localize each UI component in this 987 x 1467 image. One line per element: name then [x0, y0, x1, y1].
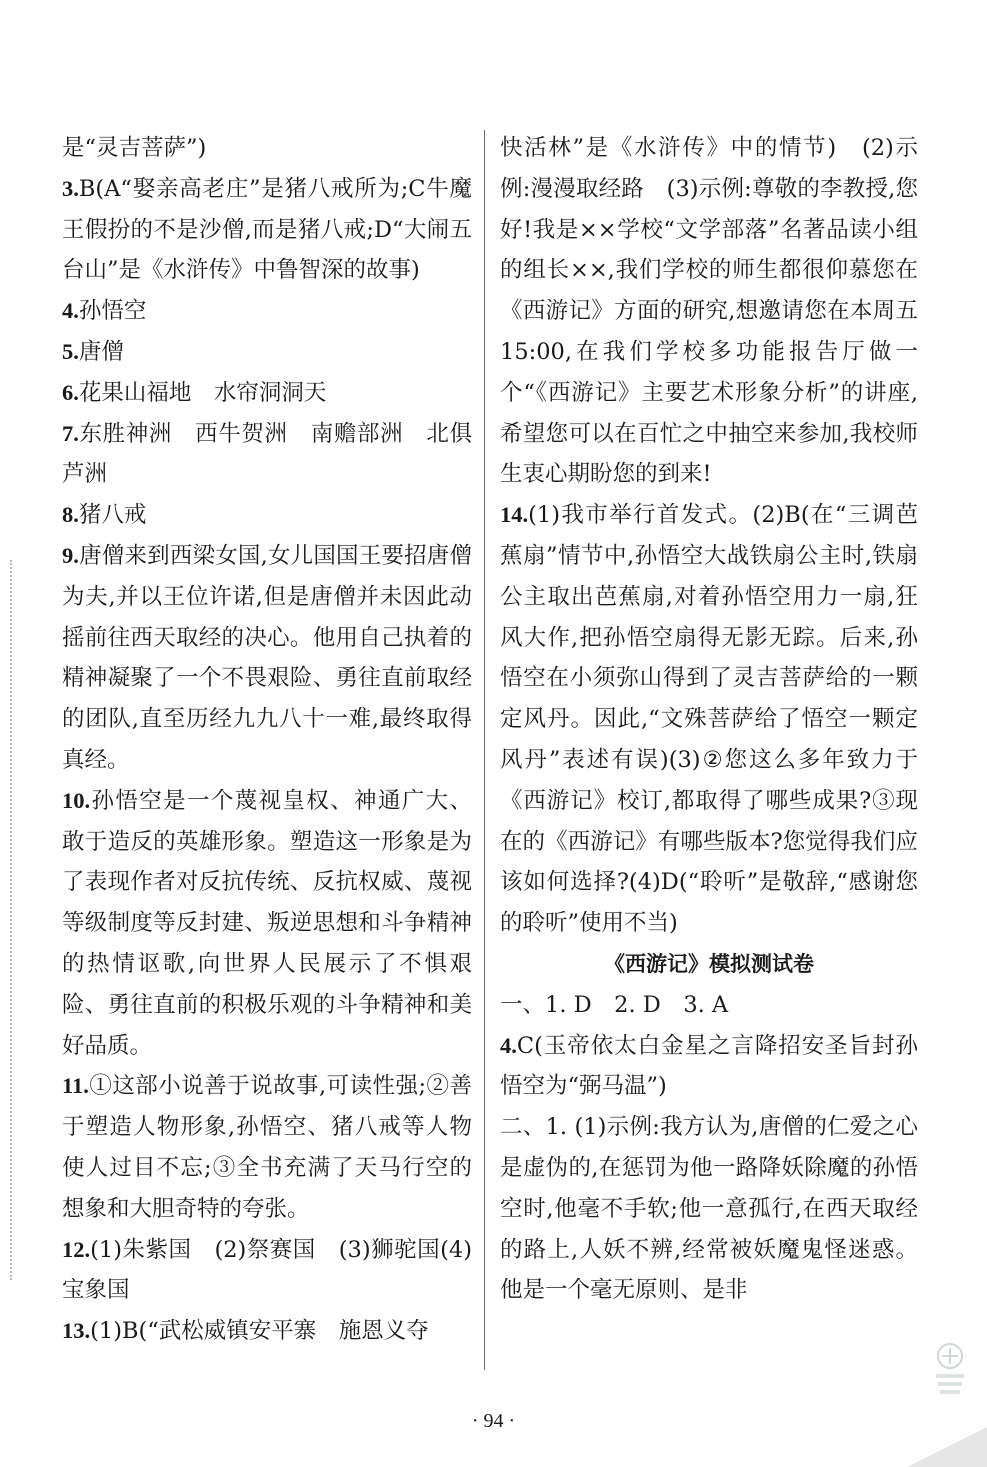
answer-13-continuation: 快活林”是《水浒传》中的情节) (2)示例:漫漫取经路 (3)示例:尊敬的李教授,您好!我是××学校“文学部落”名著品读小组的组长××,我们学校的师生都很仰慕您在《西游记》方面的研究,想邀请您在本周五15:00,在我们学校多功能报告厅做一个“《西游记》主要艺术形象分析”的讲座,希望您可以在百忙之中抽空来参加,我校师生衷心期盼您的到来! [500, 135, 918, 488]
answer-8: 8.猪八戒 [62, 502, 147, 529]
section-answer-part1: 一、1. D 2. D 3. A [500, 991, 729, 1018]
binding-edge-dots [10, 560, 12, 1280]
answer-13: 13.(1)B(“武松威镇安平寨 施恩义夺 [62, 1318, 429, 1345]
answer-14: 14.(1)我市举行首发式。(2)B(在“三调芭蕉扇”情节中,孙悟空大战铁扇公主时,铁扇公主取出芭蕉扇,对着孙悟空用力一扇,狂风大作,把孙悟空扇得无影无踪。后来,孙悟空在小须弥山得到了灵吉菩萨给的一颗定风丹。因此,“文殊菩萨给了悟空一颗定风丹”表述有误)(3)②您这么多年致力于《西游记》校订,都取得了哪些成果?③现在的《西游记》有哪些版本?您觉得我们应该如何选择?(4)D(“聆听”是敬辞,“感谢您的聆听”使用不当) [500, 502, 918, 937]
answer-9: 9.唐僧来到西梁女国,女儿国国王要招唐僧为夫,并以王位许诺,但是唐僧并未因此动摇前往西天取经的决心。他用自己执着的精神凝聚了一个不畏艰险、勇往直前取经的团队,直至历经九九八十一难,最终取得真经。 [62, 542, 472, 773]
answer-continuation: 是“灵吉菩萨”) [62, 135, 207, 161]
section-answer-part2: 二、1. (1)示例:我方认为,唐僧的仁爱之心是虚伪的,在惩罚为他一路降妖除魔的孙悟空时,他毫不手软;他一意孤行,在西天取经的路上,人妖不辨,经常被妖魔鬼怪迷惑。他是一个毫无原则、是非 [500, 1114, 918, 1304]
page-curl-shadow [907, 1427, 987, 1467]
answer-3: 3.B(A“娶亲高老庄”是猪八戒所为;C牛魔王假扮的不是沙僧,而是猪八戒;D“大闹五台山”是《水浒传》中鲁智深的故事) [62, 175, 472, 284]
page-number: · 94 · [471, 1410, 516, 1432]
answer-12: 12.(1)朱紫国 (2)祭赛国 (3)狮驼国(4)宝象国 [62, 1236, 472, 1304]
column-divider [484, 130, 485, 1370]
right-column [500, 128, 918, 1311]
left-column [62, 128, 472, 1352]
answer-10: 10.孙悟空是一个蔑视皇权、神通广大、敢于造反的英雄形象。塑造这一形象是为了表现作者对反抗传统、反抗权威、蔑视等级制度等反封建、叛逆思想和斗争精神的热情讴歌,向世界人民展示了不惧艰险、勇往直前的积极乐观的斗争精神和美好品质。 [62, 787, 472, 1059]
answer-7: 7.东胜神洲 西牛贺洲 南赡部洲 北俱芦洲 [62, 420, 472, 488]
section-answer-4: 4.C(玉帝依太白金星之言降招安圣旨封孙悟空为“弼马温”) [500, 1032, 918, 1100]
answer-6: 6.花果山福地 水帘洞洞天 [62, 379, 327, 406]
answer-11: 11.①这部小说善于说故事,可读性强;②善于塑造人物形象,孙悟空、猪八戒等人物使人过目不忘;③全书充满了天马行空的想象和大胆奇特的夸张。 [62, 1073, 472, 1222]
answer-4: 4.孙悟空 [62, 298, 147, 325]
answer-5: 5.唐僧 [62, 338, 124, 365]
watermark-stamp-icon [928, 1340, 972, 1400]
section-title: 《西游记》模拟测试卷 [604, 951, 814, 976]
